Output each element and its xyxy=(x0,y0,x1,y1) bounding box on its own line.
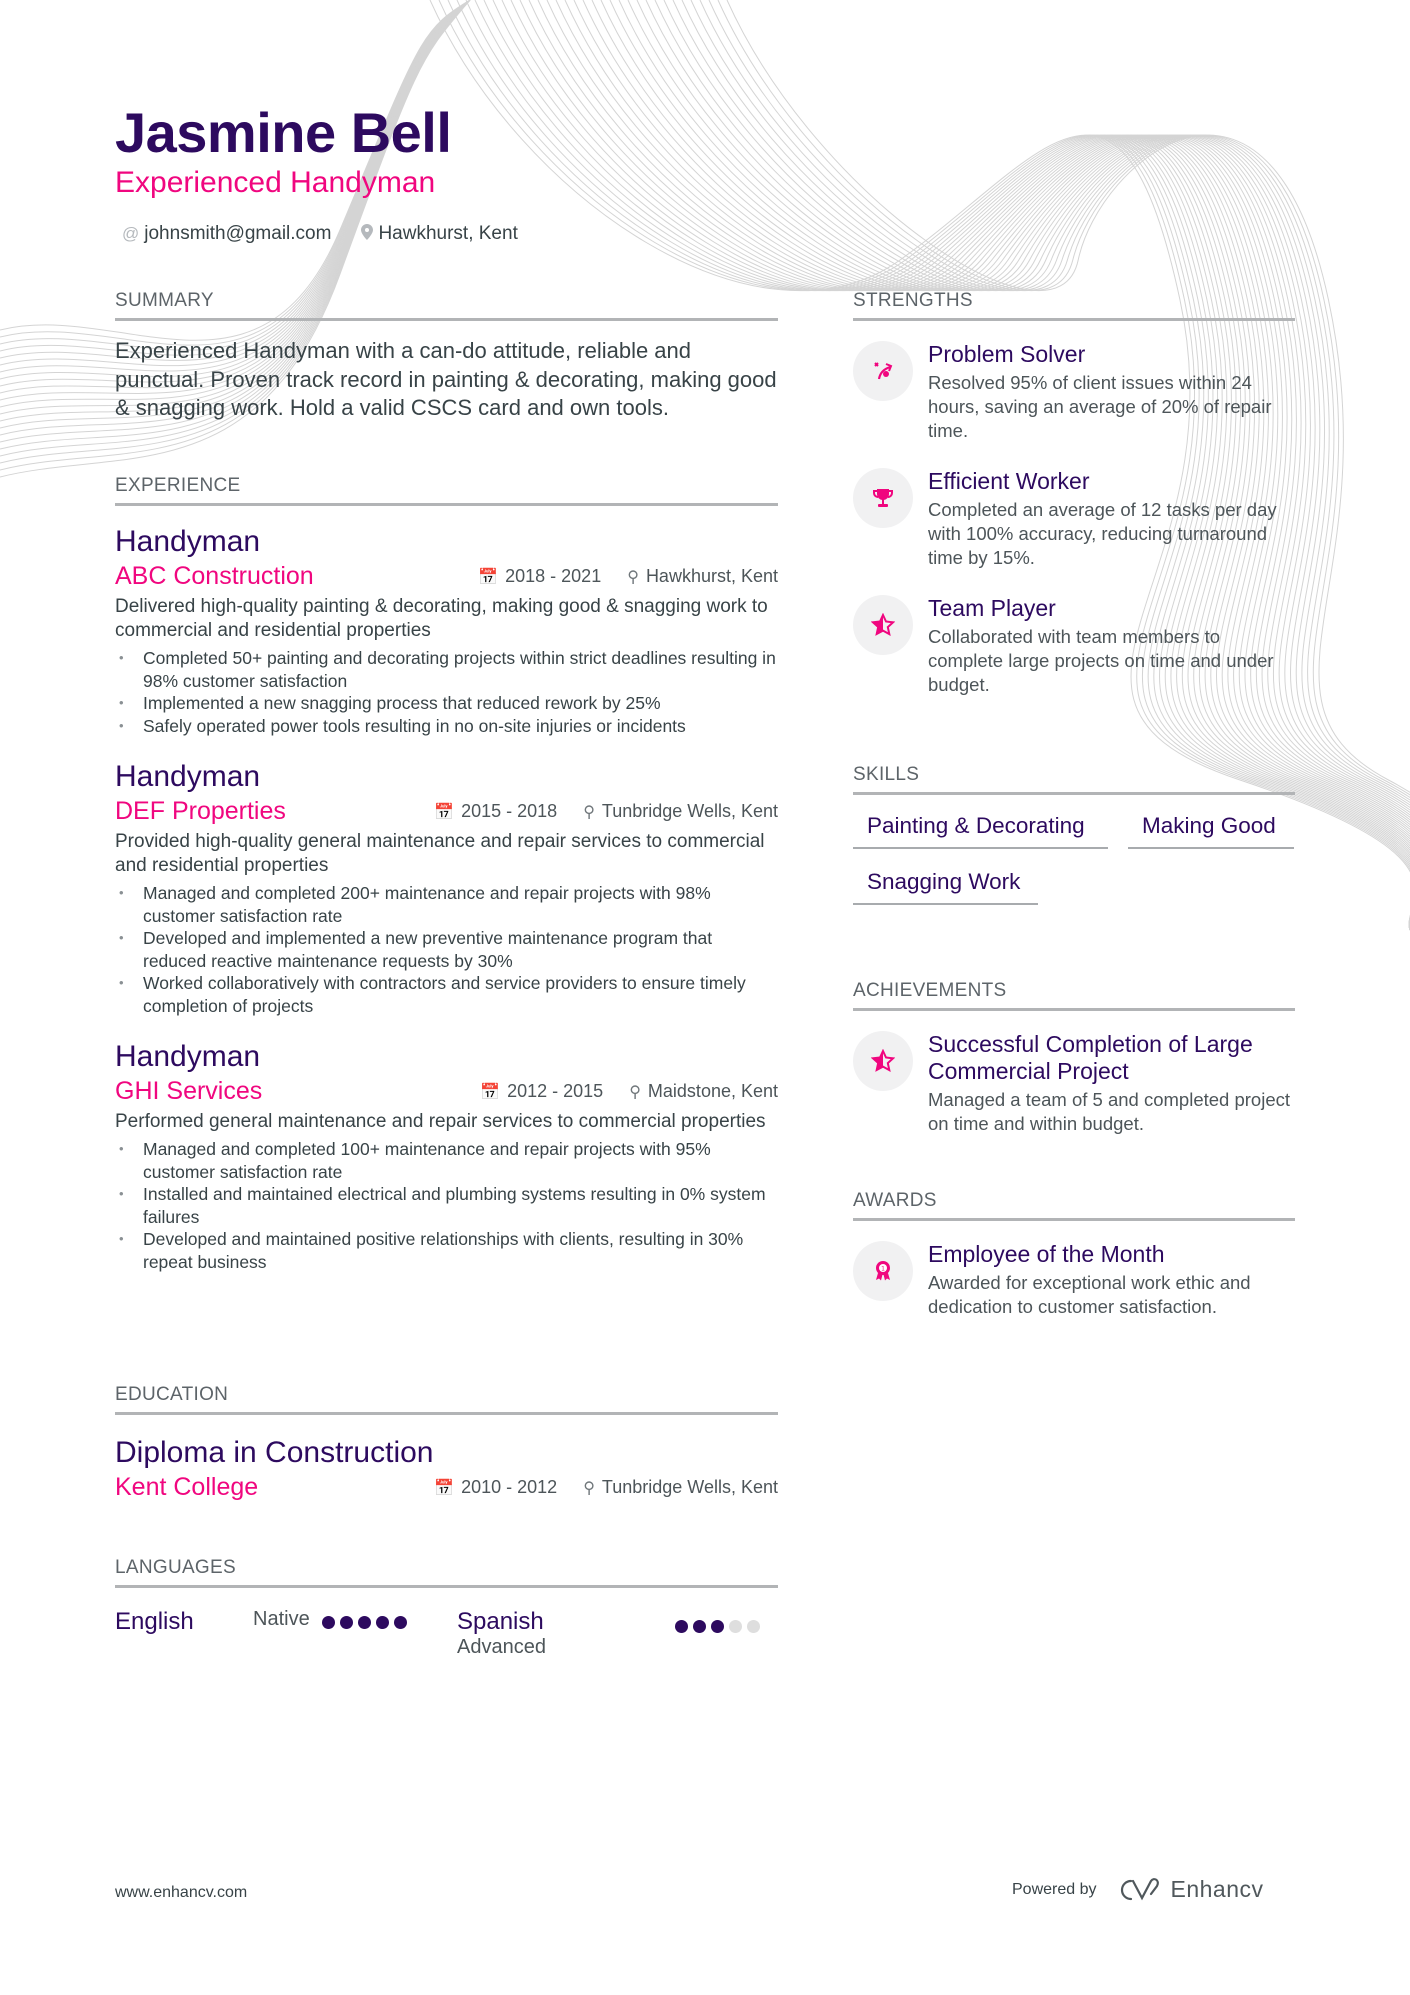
education-location: Tunbridge Wells, Kent xyxy=(601,1477,778,1497)
calendar-icon: 📅 xyxy=(434,804,455,821)
strengths-section xyxy=(853,290,1295,697)
summary-text: Experienced Handyman with a can-do attitude, reliable and punctual. Proven track record in painting & decorating, making good & snagging work. Hold a valid CSCS card and own tools. xyxy=(115,338,777,420)
experience-section xyxy=(115,475,778,1273)
job-description: Delivered high-quality painting & decorating, making good & snagging work to commercial and residential properties xyxy=(115,596,768,641)
contact-location xyxy=(361,223,517,245)
award-item xyxy=(853,1241,1295,1319)
language-level: Advanced xyxy=(457,1636,546,1658)
brand-name: Enhancv xyxy=(1170,1876,1264,1902)
job-title: Handyman xyxy=(115,760,261,793)
skills-section xyxy=(853,764,1295,905)
award-title: Employee of the Month xyxy=(928,1241,1165,1267)
powered-by xyxy=(1012,1876,1264,1903)
map-pin-icon: ⚲ xyxy=(583,804,595,821)
at-icon: @ xyxy=(122,224,140,243)
calendar-icon: 📅 xyxy=(480,1084,501,1101)
achievements-section xyxy=(853,980,1295,1136)
language-name: Spanish xyxy=(457,1608,544,1635)
company-name: GHI Services xyxy=(115,1077,263,1105)
proficiency-dots xyxy=(322,1616,407,1631)
achievement-desc: Managed a team of 5 and completed project on time and within budget. xyxy=(928,1089,1291,1134)
language-name: English xyxy=(115,1608,194,1635)
star-half-icon xyxy=(853,1031,913,1091)
experience-heading: EXPERIENCE xyxy=(115,475,778,506)
svg-text:1: 1 xyxy=(881,1265,885,1273)
job-bullets xyxy=(115,647,778,737)
award-desc: Awarded for exceptional work ethic and dedication to customer satisfaction. xyxy=(928,1272,1251,1317)
language-level: Native xyxy=(253,1608,310,1630)
education-dates: 2010 - 2012 xyxy=(461,1477,558,1497)
contact-email[interactable] xyxy=(122,223,331,245)
skill-tag: Painting & Decorating xyxy=(853,809,1108,849)
bullet-item: • Installed and maintained electrical and plumbing systems resulting in 0% system failures xyxy=(143,1183,778,1228)
proficiency-dots xyxy=(675,1620,760,1633)
website-link[interactable]: www.enhancv.com xyxy=(115,1884,248,1901)
trophy-icon xyxy=(853,468,913,528)
achievements-heading: ACHIEVEMENTS xyxy=(853,980,1295,1011)
candidate-name: Jasmine Bell xyxy=(115,101,452,164)
bullet-item: • Worked collaboratively with contractors and service providers to ensure timely completion of projects xyxy=(143,972,778,1017)
medal-icon xyxy=(853,1241,913,1301)
skills-heading: SKILLS xyxy=(853,764,1295,795)
education-section xyxy=(115,1384,778,1502)
degree-title: Diploma in Construction xyxy=(115,1436,434,1469)
bullet-item: • Developed and implemented a new preventive maintenance program that reduced reactive maintenance requests by 30% xyxy=(143,927,778,972)
school-name: Kent College xyxy=(115,1473,259,1501)
job-title: Handyman xyxy=(115,525,261,558)
strength-desc: Resolved 95% of client issues within 24 hours, saving an average of 20% of repair time. xyxy=(928,372,1272,441)
strength-title: Team Player xyxy=(928,595,1056,621)
map-pin-icon: ⚲ xyxy=(627,569,639,586)
awards-section xyxy=(853,1190,1295,1319)
strength-desc: Completed an average of 12 tasks per day with 100% accuracy, reducing turnaround time by 15%. xyxy=(928,499,1277,568)
strengths-heading: STRENGTHS xyxy=(853,290,1295,321)
achievement-title: Successful Completion of Large Commercial Project xyxy=(928,1031,1253,1084)
language-spanish xyxy=(457,1608,675,1659)
strength-item xyxy=(853,595,1295,697)
map-pin-icon: ⚲ xyxy=(583,1480,595,1497)
bullet-item: • Managed and completed 200+ maintenance and repair projects with 98% customer satisfaction rate xyxy=(143,882,778,927)
skill-tag: Making Good xyxy=(1128,809,1294,849)
bullet-item: • Safely operated power tools resulting in no on-site injuries or incidents xyxy=(143,715,778,738)
achievement-item xyxy=(853,1031,1295,1136)
summary-heading: SUMMARY xyxy=(115,290,778,321)
enhancv-logo[interactable] xyxy=(1115,1876,1264,1903)
job-dates: 2015 - 2018 xyxy=(461,801,558,821)
job-bullets xyxy=(115,882,778,1017)
job-description: Provided high-quality general maintenance and repair services to commercial and residential properties xyxy=(115,831,765,876)
job-dates: 2012 - 2015 xyxy=(507,1081,604,1101)
education-heading: EDUCATION xyxy=(115,1384,778,1415)
company-name: DEF Properties xyxy=(115,797,286,825)
languages-heading: LANGUAGES xyxy=(115,1557,778,1588)
strength-desc: Collaborated with team members to complete large projects on time and under budget. xyxy=(928,626,1274,695)
experience-entry xyxy=(115,759,778,1017)
calendar-icon: 📅 xyxy=(434,1480,455,1497)
experience-entry xyxy=(115,524,778,737)
bullet-item: • Managed and completed 100+ maintenance and repair projects with 95% customer satisfaction rate xyxy=(143,1138,778,1183)
skill-tag: Snagging Work xyxy=(853,865,1038,905)
contact-info xyxy=(122,223,518,245)
star-half-icon xyxy=(853,595,913,655)
location-text: Hawkhurst, Kent xyxy=(378,223,518,244)
bullet-item: • Implemented a new snagging process that reduced rework by 25% xyxy=(143,692,778,715)
strength-item xyxy=(853,468,1295,570)
awards-heading: AWARDS xyxy=(853,1190,1295,1221)
languages-list xyxy=(115,1608,778,1659)
job-bullets xyxy=(115,1138,778,1273)
job-location: Tunbridge Wells, Kent xyxy=(601,801,778,821)
candidate-title: Experienced Handyman xyxy=(115,166,436,199)
strength-item xyxy=(853,341,1295,443)
calendar-icon: 📅 xyxy=(478,569,499,586)
language-english xyxy=(115,1608,253,1636)
company-name: ABC Construction xyxy=(115,562,314,590)
job-description: Performed general maintenance and repair services to commercial properties xyxy=(115,1111,766,1132)
job-dates: 2018 - 2021 xyxy=(505,566,602,586)
strength-title: Problem Solver xyxy=(928,341,1086,367)
map-pin-icon xyxy=(361,224,373,245)
strategy-icon xyxy=(853,341,913,401)
job-title: Handyman xyxy=(115,1040,261,1073)
powered-by-label: Powered by xyxy=(1012,1880,1097,1898)
summary-section xyxy=(115,290,778,423)
bullet-item: • Developed and maintained positive relationships with clients, resulting in 30% repeat business xyxy=(143,1228,778,1273)
enhancv-logo-icon xyxy=(1115,1877,1163,1903)
email-text: johnsmith@gmail.com xyxy=(144,223,332,244)
map-pin-icon: ⚲ xyxy=(629,1084,641,1101)
bullet-item: • Completed 50+ painting and decorating projects within strict deadlines resulting in 98% customer satisfaction xyxy=(143,647,778,692)
strength-title: Efficient Worker xyxy=(928,468,1090,494)
education-entry xyxy=(115,1435,778,1502)
job-location: Maidstone, Kent xyxy=(647,1081,778,1101)
experience-entry xyxy=(115,1039,778,1273)
languages-section xyxy=(115,1557,778,1659)
skills-list xyxy=(853,809,1295,905)
job-location: Hawkhurst, Kent xyxy=(645,566,778,586)
